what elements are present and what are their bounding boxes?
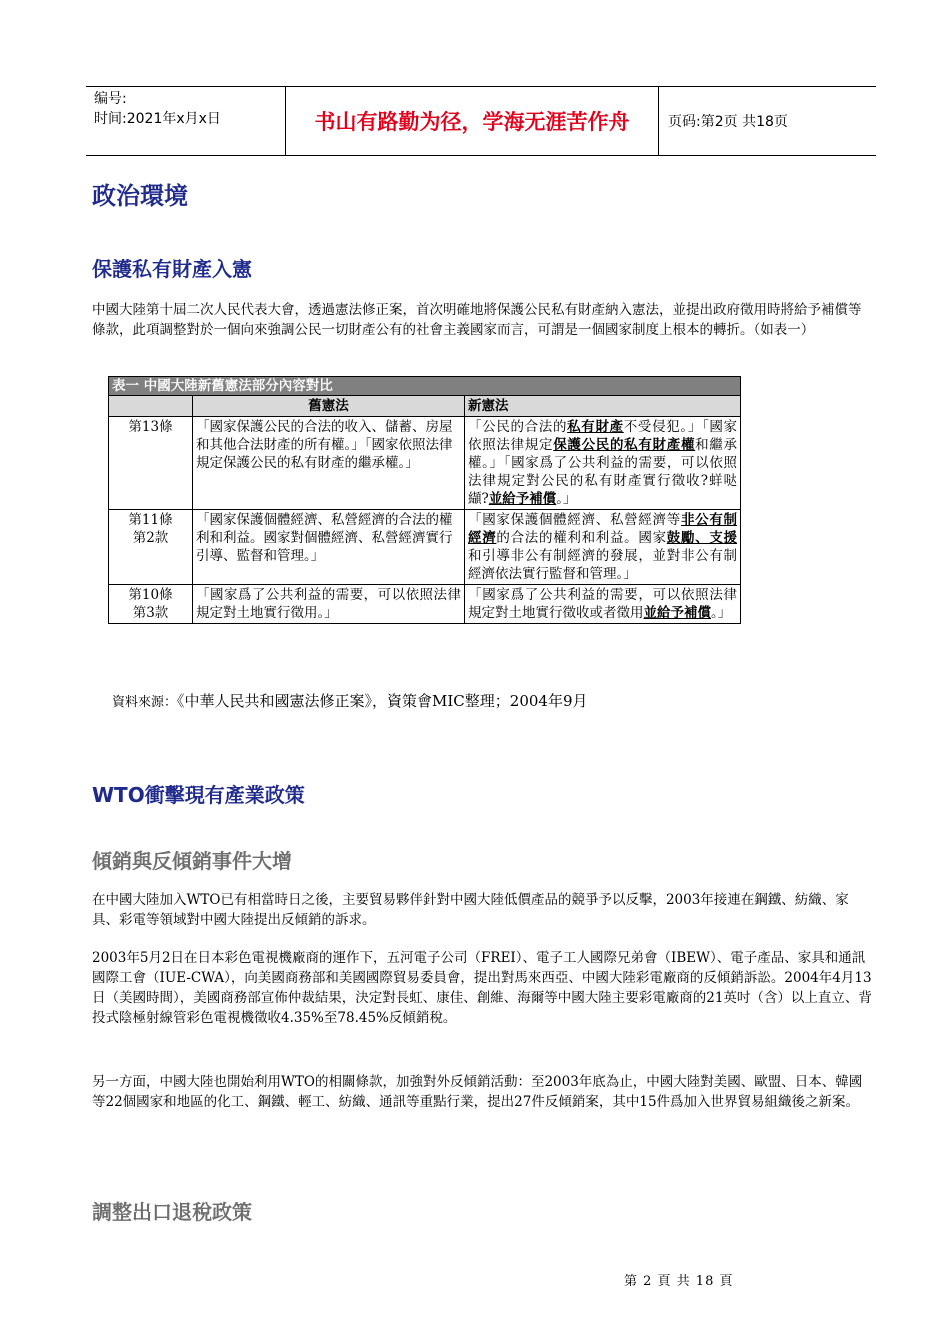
column-header-old: 舊憲法	[193, 396, 465, 417]
article-number: 第10條	[128, 587, 173, 603]
constitution-comparison-table	[108, 376, 741, 624]
subtitle-dumping: 傾銷與反傾銷事件大增	[92, 849, 292, 873]
new-law-text: 「公民的合法的	[468, 419, 568, 435]
header-motto: 书山有路勤为径，学海无涯苦作舟	[314, 110, 630, 134]
new-law-highlight: 非公有制經濟	[468, 512, 738, 546]
source-label: 資料來源：	[112, 695, 178, 710]
new-law-highlight: 私有財產	[567, 419, 624, 435]
article-cell	[109, 585, 193, 624]
new-law-cell	[465, 585, 741, 624]
table-row	[109, 585, 741, 624]
table-row	[109, 417, 741, 510]
time-label: 时间:2021年x月x日	[94, 111, 221, 127]
new-law-text: 。」	[556, 491, 577, 507]
table-source	[112, 690, 588, 711]
new-law-text: 不受侵犯。」「國家依照法律規定	[468, 419, 738, 453]
header-divider	[658, 87, 659, 155]
header-blank-cell	[109, 396, 193, 417]
paragraph-dumping-3: 另一方面，中國大陸也開始利用WTO的相關條款，加強對外反傾銷活動：至2003年底為止，中國大陸對美國、歐盟、日本、韓國等22個國家和地區的化工、鋼鐵、輕工、紡織、通訊等重點行業，提出27件反傾銷案，其中15件爲加入世界貿易組織後之新案。	[92, 1074, 863, 1110]
new-law-highlight: 保護公民的私有財產權	[553, 437, 696, 453]
section-title-politics: 政治環境	[92, 182, 188, 210]
subtitle-export-tax: 調整出口退稅政策	[92, 1200, 252, 1224]
new-law-text: 「國家保護個體經濟、私營經濟等	[468, 512, 681, 528]
page-header	[86, 86, 876, 156]
article-cell	[109, 510, 193, 585]
new-law-text: 和引導非公有制經濟的發展，並對非公有制經濟依法實行監督和管理。」	[468, 548, 738, 582]
old-law-cell: 「國家保護公民的合法的收入、儲蓄、房屋和其他合法財產的所有權。」「國家依照法律規定保護公民的私有財產的繼承權。」	[193, 417, 465, 510]
source-text: 《中華人民共和國憲法修正案》，資策會MIC整理；2004年9月	[177, 692, 588, 710]
article-clause: 第3款	[132, 605, 169, 621]
column-header-new: 新憲法	[465, 396, 741, 417]
new-law-text: 的合法的權利和利益。國家	[496, 530, 667, 546]
new-law-text: 「國家爲了公共利益的需要，可以依照法律規定對土地實行徵收或者徵用	[468, 587, 738, 621]
old-law-cell: 「國家爲了公共利益的需要，可以依照法律規定對土地實行徵用。」	[193, 585, 465, 624]
header-page-label: 页码:第2页 共18页	[668, 114, 788, 130]
article-clause: 第2款	[132, 530, 169, 546]
paragraph-dumping-1: 在中國大陸加入WTO已有相當時日之後，主要貿易夥伴針對中國大陸低價產品的競爭予以反擊，2003年接連在鋼鐵、紡織、家具、彩電等領域對中國大陸提出反傾銷的訴求。	[92, 892, 849, 928]
new-law-text: 。」	[711, 605, 732, 621]
paragraph-dumping-2: 2003年5月2日在日本彩色電視機廠商的運作下，五河電子公司（FREI）、電子工人國際兄弟會（IBEW）、電子產品、家具和通訊國際工會（IUE-CWA），向美國商務部和美國國際貿易委員會，提出對馬來西亞、中國大陸彩電廠商的反傾銷訴訟。2004年4月13日（美國時間），美國商務部宣佈仲裁結果，決定對長虹、康佳、創維、海爾等中國大陸主要彩電廠商的21英吋（含）以上直立、背投式陰極射線管彩色電視機徵收4.35%至78.45%反傾銷稅。	[92, 950, 872, 1026]
table-header-row	[109, 396, 741, 417]
new-law-text: 和繼承權。」「國家爲了公共利益的需要，可以依照法律規定對公民的私有財產實行徵收?蛘哒纈?	[468, 437, 738, 507]
article-number: 第11條	[128, 512, 173, 528]
table-caption-row	[109, 377, 741, 396]
table-row	[109, 510, 741, 585]
header-meta	[94, 89, 284, 129]
number-label: 编号:	[94, 91, 127, 107]
new-law-highlight: 並給予補償	[643, 605, 711, 621]
new-law-highlight: 鼓勵、支援	[666, 530, 738, 546]
new-law-highlight: 並給予補償	[488, 491, 557, 507]
intro-paragraph: 中國大陸第十屆二次人民代表大會，透過憲法修正案，首次明確地將保護公民私有財產納入憲法，並提出政府徵用時將給予補償等條款，此項調整對於一個向來強調公民一切財產公有的社會主義國家而言，可謂是一個國家制度上根本的轉折。（如表一）	[92, 302, 862, 338]
subtitle-private-property: 保護私有財產入憲	[92, 257, 252, 281]
section-title-wto: WTO衝擊現有產業政策	[92, 783, 305, 807]
table-caption: 表一 中國大陸新舊憲法部分內容對比	[109, 377, 741, 396]
new-law-cell	[465, 417, 741, 510]
article-cell: 第13條	[109, 417, 193, 510]
old-law-cell: 「國家保護個體經濟、私營經濟的合法的權利和利益。國家對個體經濟、私營經濟實行引導、監督和管理。」	[193, 510, 465, 585]
page-footer: 第 2 頁 共 18 頁	[624, 1274, 734, 1289]
new-law-cell	[465, 510, 741, 585]
